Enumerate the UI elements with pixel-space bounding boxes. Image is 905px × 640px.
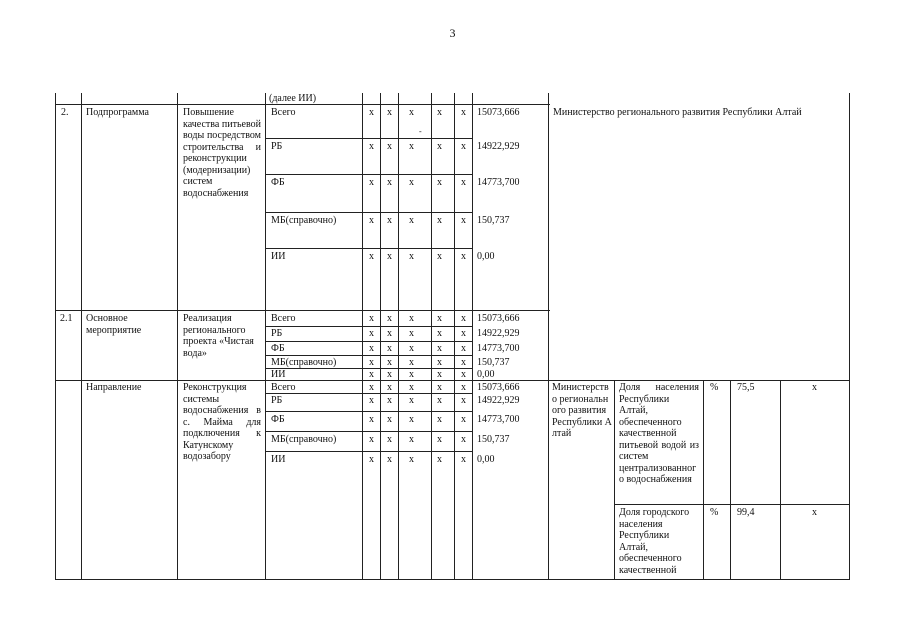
not-applicable-mark: х (369, 395, 374, 406)
funding-amount: 14922,929 (477, 328, 520, 339)
not-applicable-mark: х (437, 357, 442, 368)
not-applicable-mark: х (387, 107, 392, 118)
not-applicable-mark: х (387, 141, 392, 152)
not-applicable-mark: х (369, 107, 374, 118)
not-applicable-mark: х (409, 454, 414, 465)
not-applicable-mark: х (369, 328, 374, 339)
not-applicable-mark: х (387, 369, 392, 380)
funding-amount: 14773,700 (477, 414, 520, 425)
funding-source-label: МБ(справочно) (271, 434, 337, 445)
funding-amount: 14773,700 (477, 177, 520, 188)
funding-amount: 150,737 (477, 434, 510, 445)
funding-amount: 14922,929 (477, 141, 520, 152)
row-divider (265, 248, 473, 249)
not-applicable-mark: х (369, 343, 374, 354)
grid-line (431, 93, 432, 580)
row-divider (265, 326, 473, 327)
funding-source-label: Всего (271, 107, 296, 118)
not-applicable-mark: х (461, 107, 466, 118)
indicator-unit: % (710, 382, 719, 393)
not-applicable-mark: х (437, 251, 442, 262)
not-applicable-mark: х (461, 369, 466, 380)
funding-source-label: ФБ (271, 414, 285, 425)
row-divider (265, 212, 473, 213)
not-applicable-mark: х (409, 382, 414, 393)
grid-line (780, 380, 781, 580)
stray-mark: - (419, 127, 422, 136)
not-applicable-mark: х (437, 454, 442, 465)
row-number: 2.1 (60, 313, 73, 324)
not-applicable-mark: х (409, 343, 414, 354)
not-applicable-mark: х (461, 357, 466, 368)
row-divider (55, 579, 850, 580)
not-applicable-mark: х (387, 313, 392, 324)
funding-amount: 0,00 (477, 454, 495, 465)
row-type: Подпрограмма (86, 107, 149, 118)
not-applicable-mark: х (409, 414, 414, 425)
row-divider (55, 310, 550, 311)
not-applicable-mark: х (369, 251, 374, 262)
row-divider (265, 174, 473, 175)
not-applicable-mark: х (369, 414, 374, 425)
row-divider (55, 380, 850, 381)
indicator-name: Доля населения Республики Алтай, обеспеченного качественной питьевой водой из систем централизованного водоснабжения (619, 382, 699, 485)
not-applicable-mark: х (369, 382, 374, 393)
indicator-name: Доля городского населения Республики Алтай, обеспеченного качественной (619, 507, 690, 576)
not-applicable-mark: х (437, 107, 442, 118)
not-applicable-mark: х (461, 395, 466, 406)
row-divider (265, 341, 473, 342)
not-applicable-mark: х (461, 343, 466, 354)
not-applicable-mark: х (369, 313, 374, 324)
row-divider (265, 355, 473, 356)
funding-amount: 14922,929 (477, 395, 520, 406)
not-applicable-mark: х (409, 313, 414, 324)
not-applicable-mark: х (387, 251, 392, 262)
not-applicable-mark: х (387, 454, 392, 465)
indicator-mark: х (812, 382, 817, 393)
row-divider (614, 504, 850, 505)
not-applicable-mark: х (409, 141, 414, 152)
source-fragment: (далее ИИ) (269, 93, 317, 104)
grid-line (730, 380, 731, 580)
not-applicable-mark: х (409, 251, 414, 262)
not-applicable-mark: х (369, 434, 374, 445)
funding-source-label: ИИ (271, 369, 286, 380)
not-applicable-mark: х (409, 328, 414, 339)
funding-amount: 0,00 (477, 251, 495, 262)
not-applicable-mark: х (369, 454, 374, 465)
not-applicable-mark: х (461, 434, 466, 445)
not-applicable-mark: х (369, 215, 374, 226)
row-divider (265, 138, 473, 139)
funding-amount: 15073,666 (477, 313, 520, 324)
not-applicable-mark: х (369, 177, 374, 188)
not-applicable-mark: х (461, 454, 466, 465)
funding-source-label: Всего (271, 382, 296, 393)
not-applicable-mark: х (461, 382, 466, 393)
not-applicable-mark: х (387, 395, 392, 406)
not-applicable-mark: х (461, 177, 466, 188)
funding-amount: 15073,666 (477, 107, 520, 118)
grid-line (472, 93, 473, 580)
row-name: Реализация регионального проекта «Чистая вода» (183, 313, 254, 359)
responsible-executor: Министерство регионального развития Республики Алтай (552, 382, 612, 439)
grid-line (703, 380, 704, 580)
not-applicable-mark: х (437, 141, 442, 152)
row-number: 2. (61, 107, 69, 118)
row-divider (265, 451, 473, 452)
not-applicable-mark: х (461, 328, 466, 339)
not-applicable-mark: х (409, 369, 414, 380)
funding-amount: 0,00 (477, 369, 495, 380)
not-applicable-mark: х (409, 107, 414, 118)
funding-source-label: МБ(справочно) (271, 357, 337, 368)
funding-source-label: Всего (271, 313, 296, 324)
responsible-executor: Министерство регионального развития Республики Алтай (553, 107, 802, 118)
grid-line (614, 380, 615, 580)
funding-source-label: ИИ (271, 454, 286, 465)
not-applicable-mark: х (461, 141, 466, 152)
not-applicable-mark: х (387, 382, 392, 393)
not-applicable-mark: х (461, 313, 466, 324)
not-applicable-mark: х (437, 215, 442, 226)
indicator-mark: х (812, 507, 817, 518)
grid-line (55, 93, 56, 580)
grid-line (177, 93, 178, 580)
not-applicable-mark: х (437, 328, 442, 339)
not-applicable-mark: х (409, 215, 414, 226)
indicator-value: 75,5 (737, 382, 755, 393)
grid-line (454, 93, 455, 580)
indicator-value: 99,4 (737, 507, 755, 518)
not-applicable-mark: х (387, 434, 392, 445)
row-divider (265, 411, 473, 412)
funding-source-label: РБ (271, 395, 283, 406)
funding-source-label: ФБ (271, 177, 285, 188)
not-applicable-mark: х (461, 251, 466, 262)
not-applicable-mark: х (387, 177, 392, 188)
not-applicable-mark: х (437, 414, 442, 425)
not-applicable-mark: х (387, 414, 392, 425)
grid-line (81, 93, 82, 580)
funding-amount: 150,737 (477, 357, 510, 368)
grid-line (548, 93, 549, 580)
not-applicable-mark: х (387, 357, 392, 368)
row-name: Реконструкция системы водоснабжения в с. Майма для подключения к Катунскому водозабору (183, 382, 261, 462)
not-applicable-mark: х (437, 395, 442, 406)
funding-source-label: РБ (271, 328, 283, 339)
indicator-unit: % (710, 507, 719, 518)
row-divider (265, 431, 473, 432)
not-applicable-mark: х (409, 434, 414, 445)
not-applicable-mark: х (409, 357, 414, 368)
not-applicable-mark: х (461, 414, 466, 425)
not-applicable-mark: х (437, 177, 442, 188)
funding-source-label: РБ (271, 141, 283, 152)
not-applicable-mark: х (437, 343, 442, 354)
not-applicable-mark: х (409, 177, 414, 188)
not-applicable-mark: х (409, 395, 414, 406)
not-applicable-mark: х (387, 328, 392, 339)
funding-source-label: ИИ (271, 251, 286, 262)
grid-line (849, 93, 850, 580)
row-name: Повышение качества питьевой воды посредством строительства и реконструкции (модернизации) систем водоснабжения (183, 107, 261, 199)
not-applicable-mark: х (461, 215, 466, 226)
not-applicable-mark: х (437, 382, 442, 393)
not-applicable-mark: х (437, 313, 442, 324)
grid-line (398, 93, 399, 580)
not-applicable-mark: х (369, 369, 374, 380)
not-applicable-mark: х (437, 369, 442, 380)
row-type: Основное мероприятие (86, 313, 142, 336)
grid-line (380, 93, 381, 580)
not-applicable-mark: х (387, 215, 392, 226)
funding-amount: 150,737 (477, 215, 510, 226)
funding-source-label: ФБ (271, 343, 285, 354)
not-applicable-mark: х (387, 343, 392, 354)
not-applicable-mark: х (369, 357, 374, 368)
funding-amount: 15073,666 (477, 382, 520, 393)
funding-amount: 14773,700 (477, 343, 520, 354)
page-number: 3 (449, 26, 456, 40)
not-applicable-mark: х (437, 434, 442, 445)
funding-source-label: МБ(справочно) (271, 215, 337, 226)
row-type: Направление (86, 382, 142, 393)
grid-line (265, 93, 266, 580)
not-applicable-mark: х (369, 141, 374, 152)
grid-line (362, 93, 363, 580)
